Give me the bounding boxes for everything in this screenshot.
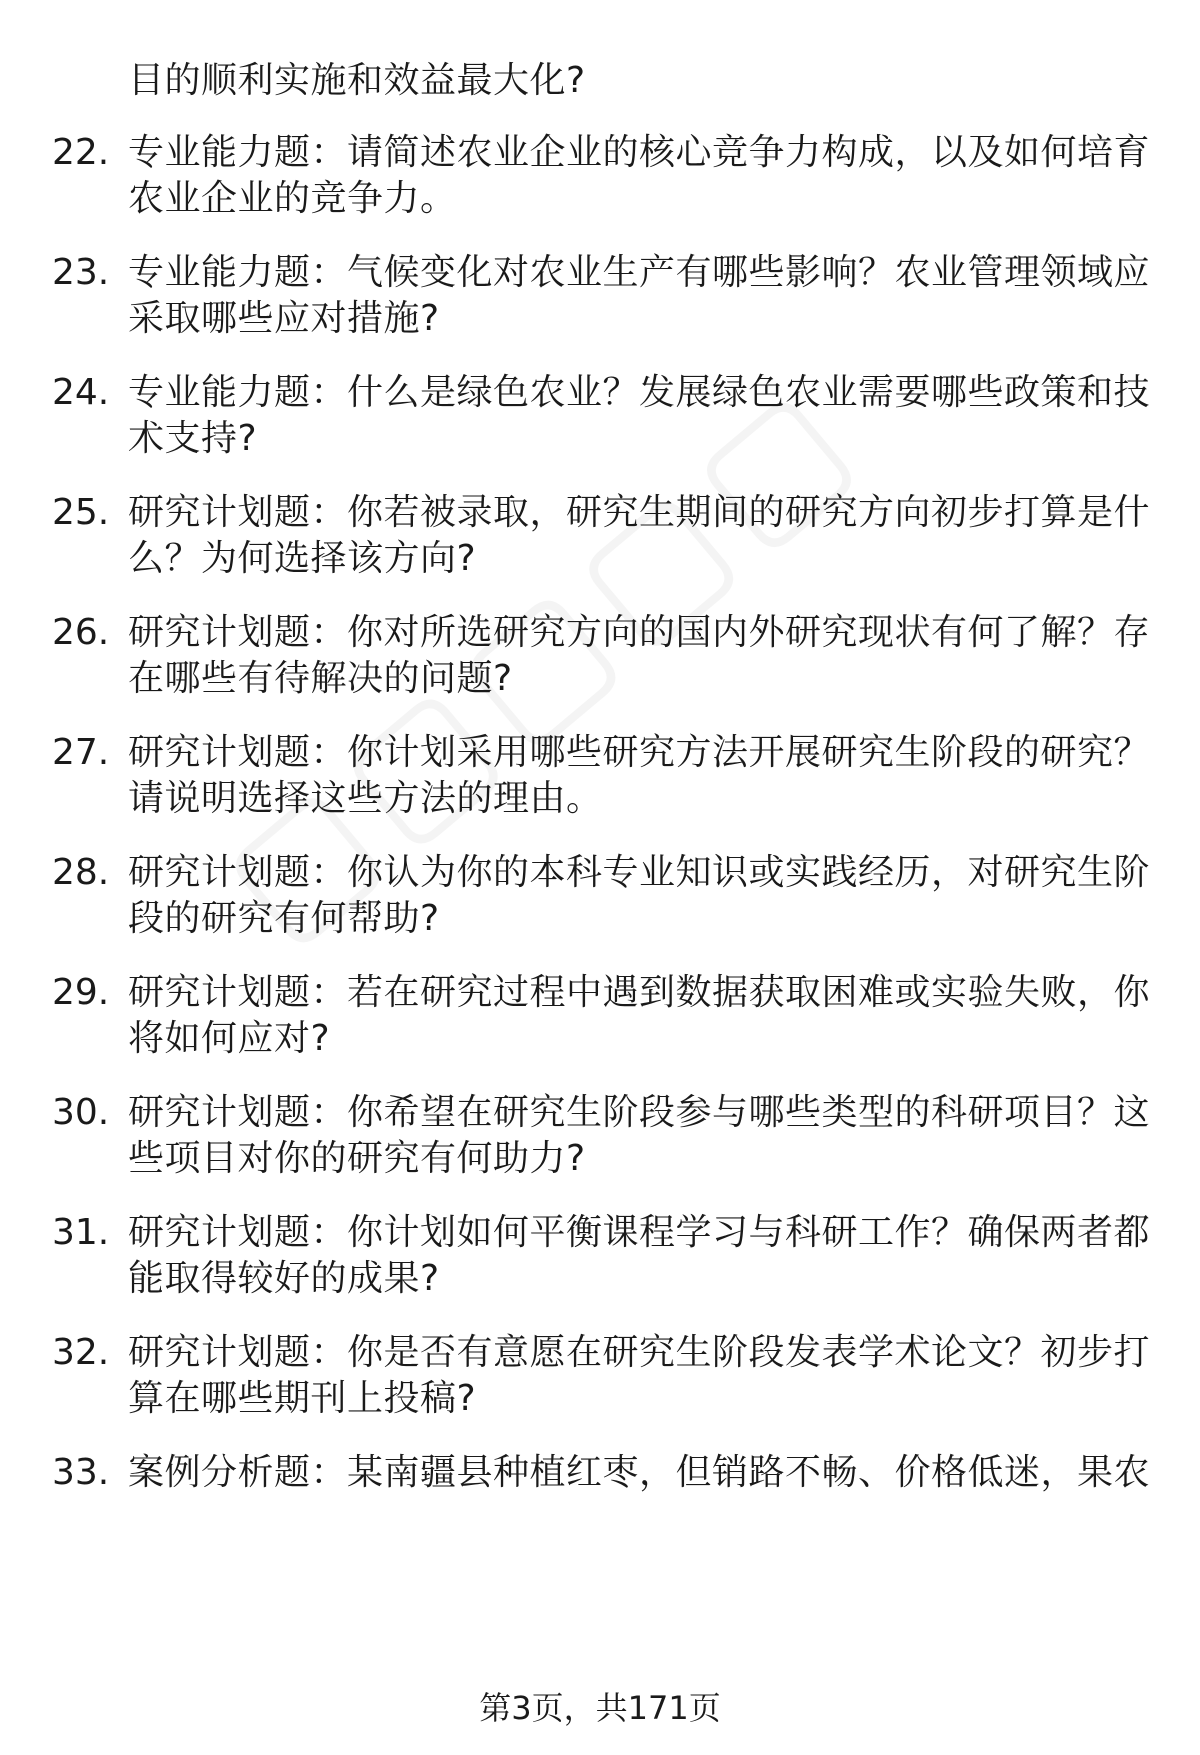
page-footer: 第3页，共171页: [479, 1689, 721, 1727]
question-number: 22.: [52, 132, 110, 173]
question-text: [128, 370, 1151, 462]
question-number: 24.: [52, 372, 110, 413]
question-line: 研究计划题：你认为你的本科专业知识或实践经历，对研究生阶: [128, 852, 1151, 893]
question-line: 专业能力题：请简述农业企业的核心竞争力构成，以及如何培育: [128, 132, 1151, 173]
question-line: 农业企业的竞争力。: [128, 178, 457, 219]
question-number: 25.: [52, 492, 110, 533]
question-line: 术支持?: [128, 418, 258, 459]
question-line: 研究计划题：你希望在研究生阶段参与哪些类型的科研项目？这: [128, 1092, 1151, 1133]
question-line: 研究计划题：若在研究过程中遇到数据获取困难或实验失败，你: [128, 972, 1151, 1013]
question-text: [128, 1330, 1151, 1422]
question-number: 31.: [52, 1212, 110, 1253]
question-number: 30.: [52, 1092, 110, 1133]
question-line: 研究计划题：你计划采用哪些研究方法开展研究生阶段的研究？: [128, 732, 1151, 773]
question-number: 28.: [52, 852, 110, 893]
question-line: 研究计划题：你是否有意愿在研究生阶段发表学术论文？初步打: [128, 1332, 1151, 1373]
question-text: [128, 1210, 1151, 1302]
question-line: 案例分析题：某南疆县种植红枣，但销路不畅、价格低迷，果农: [128, 1452, 1151, 1493]
question-line: 研究计划题：你计划如何平衡课程学习与科研工作？确保两者都: [128, 1212, 1151, 1253]
question-line: 在哪些有待解决的问题?: [128, 658, 513, 699]
question-line: 段的研究有何帮助?: [128, 898, 440, 939]
question-text: [128, 610, 1151, 702]
question-line: 请说明选择这些方法的理由。: [128, 778, 603, 819]
question-line: 将如何应对?: [128, 1018, 331, 1059]
question-line: 研究计划题：你对所选研究方向的国内外研究现状有何了解？存: [128, 612, 1151, 653]
question-line: 专业能力题：什么是绿色农业？发展绿色农业需要哪些政策和技: [128, 372, 1151, 413]
question-line: 能取得较好的成果?: [128, 1258, 440, 1299]
question-text: [128, 1450, 1151, 1496]
question-number: 33.: [52, 1452, 110, 1493]
question-text: [128, 730, 1151, 822]
question-number: 29.: [52, 972, 110, 1013]
question-text: [128, 970, 1151, 1062]
question-text: [128, 850, 1151, 942]
question-line: 么？为何选择该方向?: [128, 538, 477, 579]
question-line: 研究计划题：你若被录取，研究生期间的研究方向初步打算是什: [128, 492, 1151, 533]
question-text: [128, 490, 1151, 582]
question-number: 26.: [52, 612, 110, 653]
question-line: 采取哪些应对措施?: [128, 298, 440, 339]
question-number: 23.: [52, 252, 110, 293]
question-number: 32.: [52, 1332, 110, 1373]
question-number: 27.: [52, 732, 110, 773]
question-text: [128, 250, 1151, 342]
question-line: 算在哪些期刊上投稿?: [128, 1378, 477, 1419]
question-text: [128, 130, 1151, 222]
question-line: 些项目对你的研究有何助力?: [128, 1138, 586, 1179]
question-line: 专业能力题：气候变化对农业生产有哪些影响？农业管理领域应: [128, 252, 1151, 293]
continuation-line: 目的顺利实施和效益最大化?: [128, 60, 586, 101]
question-text: [128, 1090, 1151, 1182]
